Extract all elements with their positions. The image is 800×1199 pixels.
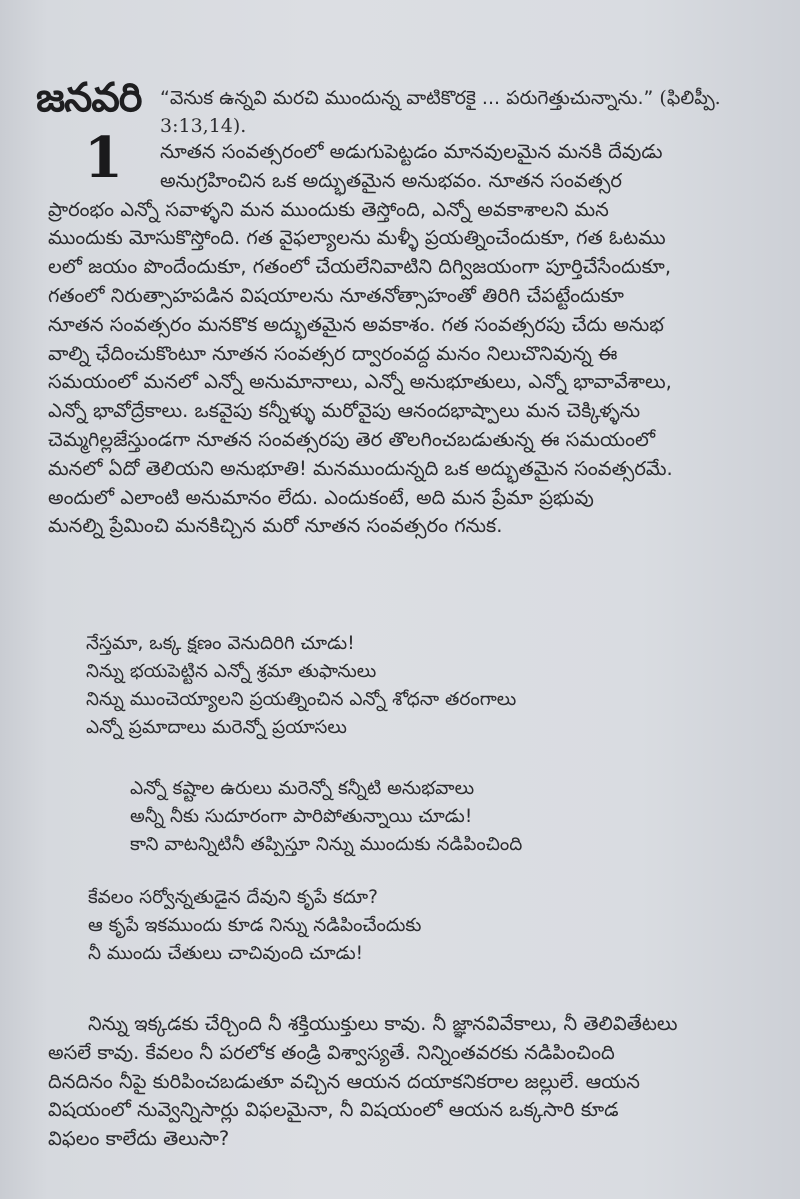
para-line: నిన్ను ఇక్కడకు చేర్చింది నీ శక్తియుక్తులు కావు. నీ జ్ఞానవివేకాలు, నీ తెలివితేటలు (88, 1012, 678, 1035)
poem-line: ఆ కృపే ఇకముందు కూడ నిన్ను నడిపించేందుకు (88, 915, 422, 936)
scripture-verse (160, 84, 780, 140)
paragraph-closing (48, 1010, 768, 1154)
para-line: దినదినం నీపై కురిపించబడుతూ వచ్చిన ఆయన దయాకనికరాల జల్లులే. ఆయన (48, 1069, 641, 1093)
poem-line: కాని వాటన్నిటినీ తప్పిస్తూ నిన్ను ముందుకు నడిపించింది (130, 834, 523, 855)
poem-line: నేస్తమా, ఒక్క క్షణం వెనుదిరిగి చూడు! (86, 633, 355, 654)
para-line: లలో జయం పొందేందుకూ, గతంలో చేయలేనివాటిని దిగ్విజయంగా పూర్తిచేసేందుకూ, (48, 255, 672, 279)
poem-stanza-1 (86, 630, 516, 742)
poem-line: నిన్ను భయపెట్టిన ఎన్నో శ్రమా తుఫానులు (86, 661, 377, 682)
para-line: విఫలం కాలేదు తెలుసా? (48, 1127, 230, 1151)
verse-text: “వెనుక ఉన్నవి మరచి ముందున్న వాటికొరకై ... పరుగెత్తుచున్నాను.” (160, 87, 654, 109)
para-line: నూతన సంవత్సరంలో అడుగుపెట్టడం మానవులమైన మనకి దేవుడు (160, 140, 663, 163)
poem-line: నిన్ను ముంచెయ్యాలని ప్రయత్నించిన ఎన్నో శోధనా తరంగాలు (86, 689, 517, 710)
para-line: అసలే కావు. కేవలం నీ పరలోక తండ్రి విశ్వాస్యతే. నిన్నింతవరకు నడిపించింది (48, 1040, 615, 1064)
para-line: అందులో ఎలాంటి అనుమానం లేదు. ఎందుకంటే, అది మన ప్రేమా ప్రభువు (48, 485, 594, 509)
poem-line: ఎన్నో కష్టాల ఉరులు మరెన్నో కన్నీటి అనుభవాలు (130, 778, 475, 799)
para-line: మనలో ఏదో తెలియని అనుభూతి! మనముందున్నది ఒక అద్భుతమైన సంవత్సరమే. (48, 456, 673, 480)
para-line: ఎన్నో భావోద్రేకాలు. ఒకవైపు కన్నీళ్ళు మరోవైపు ఆనందభాష్పాలు మన చెక్కిళ్ళను (48, 399, 641, 423)
para-line: వాల్ని ఛేదించుకొంటూ నూతన సంవత్సర ద్వారంవద్ద మనం నిలుచొనివున్న ఈ (48, 341, 618, 365)
month-heading: జనవరి (36, 75, 142, 121)
verse-reference: (ఫిలిప్పీ. 3:13,14). (160, 87, 721, 137)
poem-line: ఎన్నో ప్రమాదాలు మరెన్నో ప్రయాసలు (86, 717, 347, 738)
para-line: నూతన సంవత్సరం మనకొక అద్భుతమైన అవకాశం. గత సంవత్సరపు చేదు అనుభ (48, 312, 664, 336)
poem-stanza-3 (88, 884, 421, 968)
paragraph-intro (48, 138, 768, 541)
poem-line: నీ ముందు చేతులు చాచివుంది చూడు! (88, 943, 364, 964)
para-line: ప్రారంభం ఎన్నో సవాళ్ళని మన ముందుకు తెస్తోంది, ఎన్నో అవకాశాలని మన (48, 197, 609, 221)
para-line: అనుగ్రహించిన ఒక అద్భుతమైన అనుభవం. నూతన సంవత్సర (160, 168, 622, 192)
day-number: 1 (84, 125, 123, 191)
poem-line: అన్నీ నీకు సుదూరంగా పారిపోతున్నాయి చూడు! (130, 806, 473, 827)
para-line: సమయంలో మనలో ఎన్నో అనుమానాలు, ఎన్నో అనుభూతులు, ఎన్నో భావావేశాలు, (48, 370, 672, 394)
poem-stanza-2 (130, 775, 522, 859)
para-line: ముందుకు మోసుకొస్తోంది. గత వైఫల్యాలను మళ్ళీ ప్రయత్నించేందుకూ, గత ఓటము (48, 226, 666, 250)
para-line: విషయంలో నువ్వెన్నిసార్లు విఫలమైనా, నీ విషయంలో ఆయన ఒక్కసారి కూడ (48, 1098, 619, 1122)
para-line: చెమ్మగిల్లజేస్తుండగా నూతన సంవత్సరపు తెర తొలగించబడుతున్న ఈ సమయంలో (48, 427, 656, 451)
para-line: మనల్ని ప్రేమించి మనకిచ్చిన మరో నూతన సంవత్సరం గనుక. (48, 514, 503, 538)
poem-line: కేవలం సర్వోన్నతుడైన దేవుని కృపే కదూ? (88, 887, 378, 908)
para-line: గతంలో నిరుత్సాహపడిన విషయాలను నూతనోత్సాహంతో తిరిగి చేపట్టేందుకూ (48, 283, 624, 307)
